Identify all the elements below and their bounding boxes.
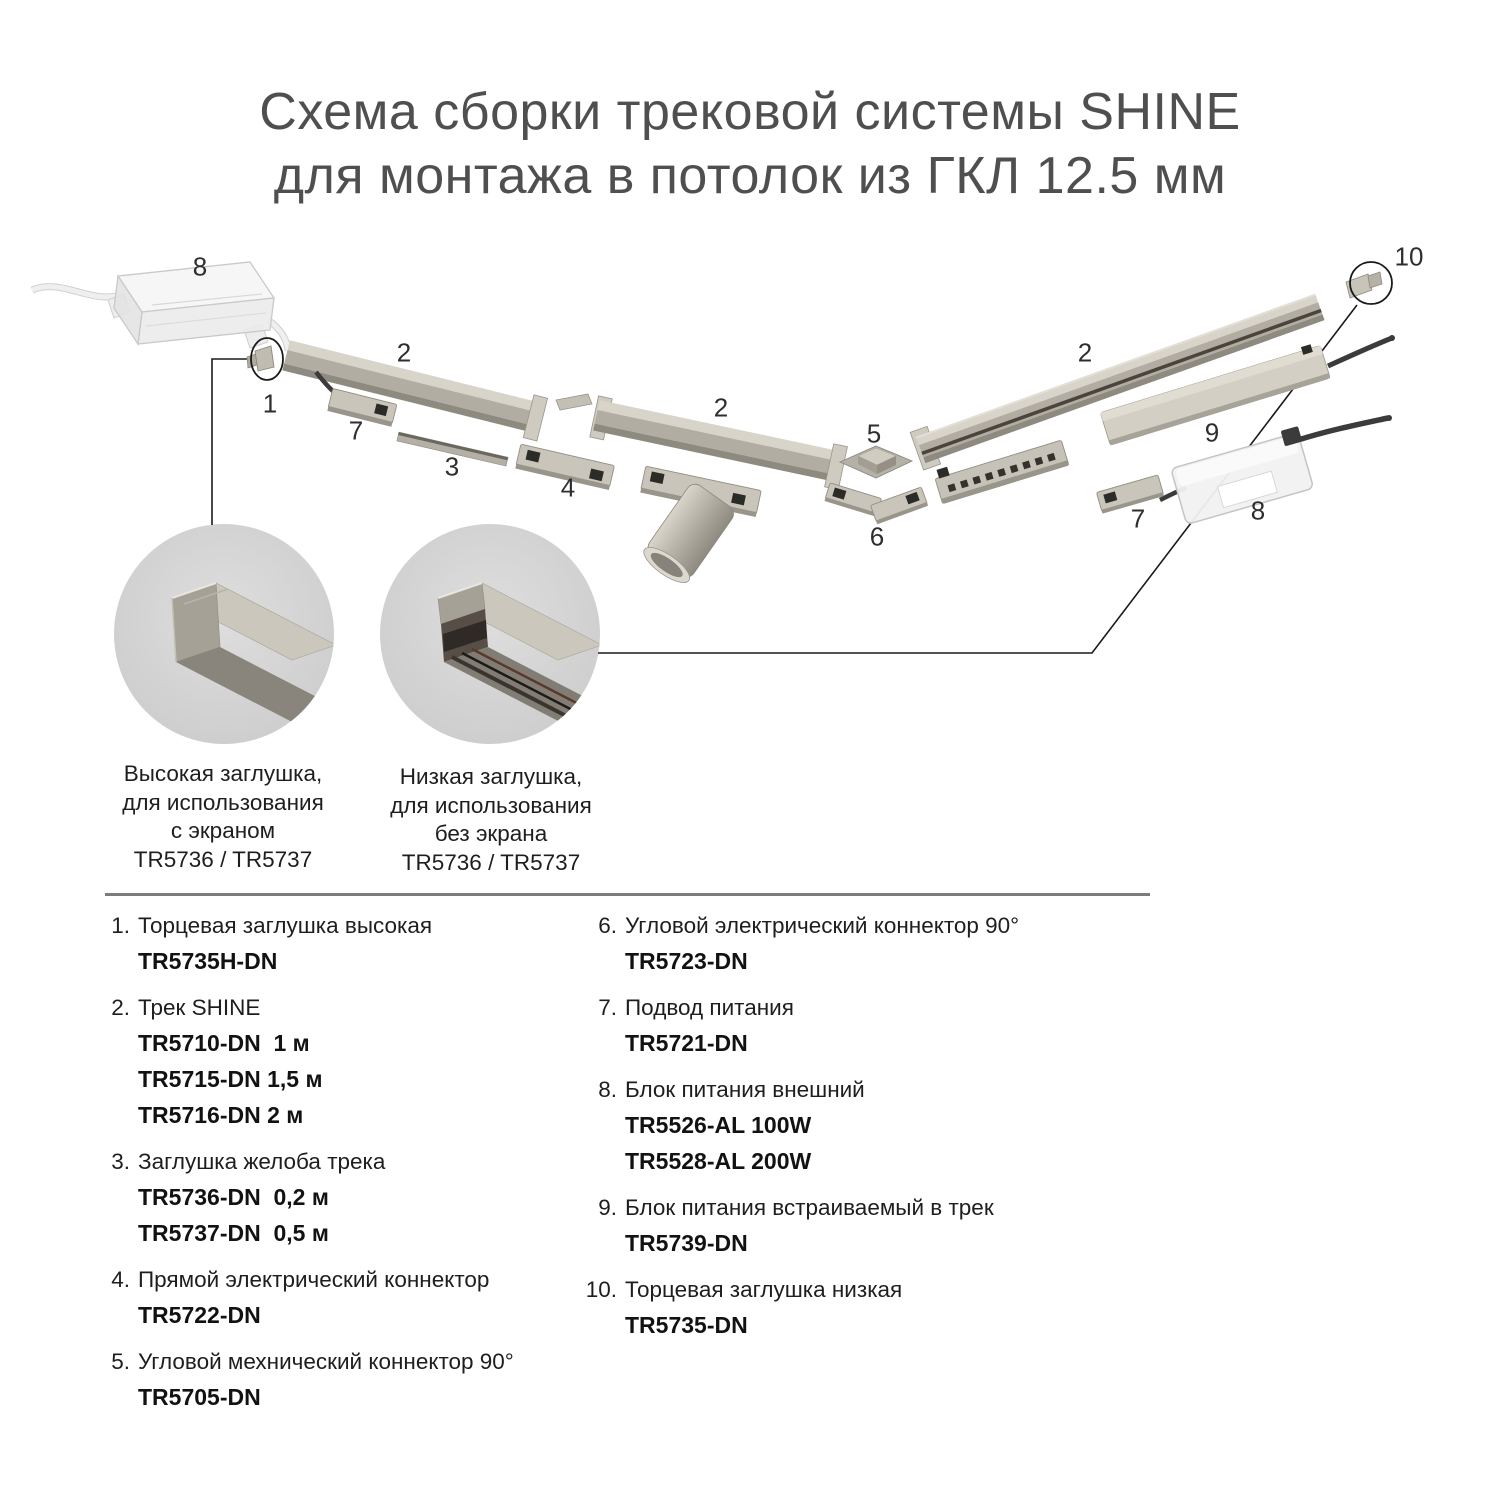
part-name: Блок питания внешний <box>625 1077 865 1102</box>
spot-light-fixture <box>639 466 761 589</box>
list-item-head <box>585 909 1165 943</box>
part-code: TR5526-AL 100W <box>625 1112 812 1138</box>
part-number: 8. <box>598 1077 617 1102</box>
part-number: 9. <box>598 1195 617 1220</box>
part-code: TR5721-DN <box>625 1030 748 1056</box>
list-item-head <box>98 1145 578 1179</box>
part-code: TR5715-DN 1,5 м <box>138 1066 323 1092</box>
title-line-1: Схема сборки трековой системы SHINE <box>259 83 1241 141</box>
part-name: Трек SHINE <box>138 995 261 1020</box>
power-supply-external-left <box>32 262 288 351</box>
caption-line: Высокая заглушка, <box>123 761 323 786</box>
title-line-2: для монтажа в потолок из ГКЛ 12.5 мм <box>273 147 1227 205</box>
list-item-head <box>98 1263 578 1297</box>
corner-electrical-connector <box>825 483 929 524</box>
part-name: Торцевая заглушка высокая <box>138 913 433 938</box>
part-code: TR5737-DN 0,5 м <box>138 1220 329 1246</box>
caption-line: TR5736 / TR5737 <box>133 846 313 872</box>
part-number: 5. <box>111 1349 130 1374</box>
list-item <box>585 1073 1165 1179</box>
list-item-head <box>585 1073 1165 1107</box>
caption-line: для использования <box>390 792 592 818</box>
diagram-label-8: 8 <box>1250 495 1266 526</box>
leader-line-high-cap <box>212 359 253 525</box>
list-item <box>585 991 1165 1061</box>
list-item-head <box>98 909 578 943</box>
diagram-label-9: 9 <box>1204 417 1220 448</box>
caption-line: для использования <box>122 789 324 815</box>
caption-line: Низкая заглушка, <box>399 764 583 789</box>
part-code: TR5723-DN <box>625 948 748 974</box>
joint-plate <box>556 394 592 410</box>
list-item-head <box>585 991 1165 1025</box>
divider-line <box>105 893 1150 896</box>
power-supply-external-right <box>1169 415 1392 524</box>
list-item-head <box>585 1273 1165 1307</box>
list-item <box>585 1273 1165 1343</box>
part-code: TR5739-DN <box>625 1230 748 1256</box>
part-code: TR5736-DN 0,2 м <box>138 1184 329 1210</box>
part-name: Заглушка желоба трека <box>138 1149 386 1174</box>
caption-line: без экрана <box>434 821 548 846</box>
part-code: TR5722-DN <box>138 1302 261 1328</box>
part-code: TR5716-DN 2 м <box>138 1102 304 1128</box>
part-name: Подвод питания <box>625 995 794 1020</box>
list-item <box>585 909 1165 979</box>
part-code: TR5735-DN <box>625 1312 748 1338</box>
part-code: TR5705-DN <box>138 1384 261 1410</box>
part-name: Блок питания встраиваемый в трек <box>625 1195 994 1220</box>
list-item-head <box>585 1191 1165 1225</box>
caption-line: с экраном <box>170 818 276 843</box>
parts-list-right-column <box>585 909 1165 1355</box>
diagram-label-4: 4 <box>560 472 576 503</box>
part-name: Угловой мехнический коннектор 90° <box>138 1349 514 1374</box>
diagram-label-7: 7 <box>348 415 364 446</box>
callout-circle-high <box>114 524 340 744</box>
list-item <box>98 1145 578 1251</box>
part-number: 6. <box>598 913 617 938</box>
part-number: 1. <box>111 913 130 938</box>
diagram-label-2: 2 <box>713 392 729 423</box>
part-name: Прямой электрический коннектор <box>138 1267 490 1292</box>
part-number: 4. <box>111 1267 130 1292</box>
diagram-label-1: 1 <box>262 388 278 419</box>
part-number: 2. <box>111 995 130 1020</box>
part-number: 7. <box>598 995 617 1020</box>
part-number: 3. <box>111 1149 130 1174</box>
diagram-label-3: 3 <box>444 451 460 482</box>
callout-circle-low <box>380 524 608 744</box>
part-code: TR5735H-DN <box>138 948 278 974</box>
corner-mechanical-connector <box>840 446 912 478</box>
diagram-label-6: 6 <box>869 521 885 552</box>
caption-low-cap <box>368 763 614 877</box>
track-segment-left <box>281 334 548 441</box>
part-code: TR5710-DN 1 м <box>138 1030 310 1056</box>
caption-line: TR5736 / TR5737 <box>401 849 581 875</box>
list-item-head <box>98 1345 578 1379</box>
list-item <box>98 1263 578 1333</box>
list-item <box>98 991 578 1133</box>
list-item <box>98 1345 578 1415</box>
list-item-head <box>98 991 578 1025</box>
list-item <box>585 1191 1165 1261</box>
endcap-low <box>1346 262 1392 304</box>
diagram-label-10: 10 <box>1394 241 1424 272</box>
diagram-label-2: 2 <box>1077 337 1093 368</box>
diagram-label-5: 5 <box>866 418 882 449</box>
part-code: TR5528-AL 200W <box>625 1148 812 1174</box>
part-number: 10. <box>585 1277 617 1302</box>
part-name: Угловой электрический коннектор 90° <box>625 913 1020 938</box>
part-name: Торцевая заглушка низкая <box>625 1277 903 1302</box>
parts-list-left-column <box>98 909 578 1427</box>
list-item <box>98 909 578 979</box>
diagram-label-8: 8 <box>192 251 208 282</box>
diagram-label-7: 7 <box>1130 503 1146 534</box>
caption-high-cap <box>100 760 346 874</box>
diagram-label-2: 2 <box>396 337 412 368</box>
